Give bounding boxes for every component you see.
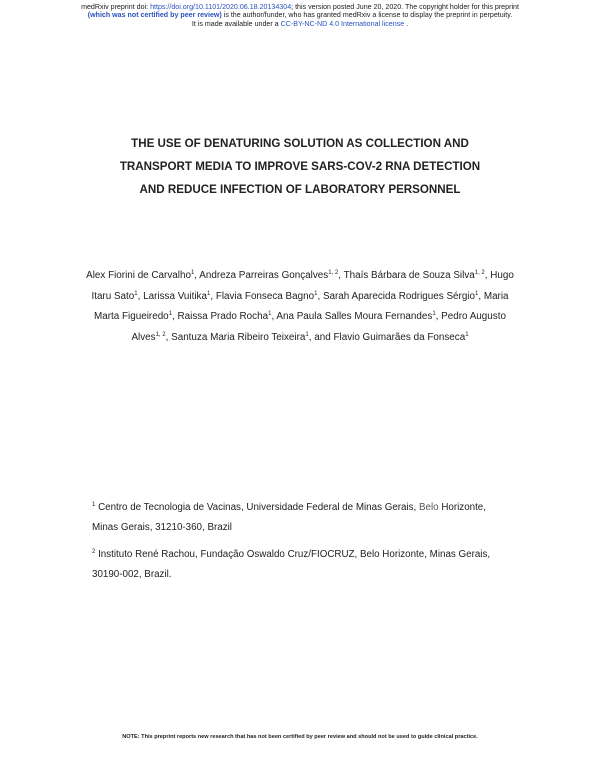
- author-name: Flavia Fonseca Bagno: [215, 290, 315, 302]
- affiliation-1: [92, 498, 512, 538]
- author-affiliation-marker: 1, 2: [474, 270, 485, 276]
- license-link[interactable]: CC-BY-NC-ND 4.0 International license: [280, 19, 405, 28]
- author-affiliation-marker: 1: [305, 331, 309, 338]
- author-affiliation-marker: 1: [432, 311, 436, 317]
- author-name: and Flavio Guimarães da Fonseca: [314, 331, 466, 343]
- author-affiliation-marker: 1, 2: [328, 270, 339, 276]
- author-affiliation-marker: 1: [314, 290, 318, 297]
- author-affiliation-marker: 1: [206, 290, 211, 297]
- author-separator: ,: [478, 290, 484, 302]
- author-name: Pedro Augusto Alves: [131, 311, 506, 343]
- author-name: Andreza Parreiras Gonçalves: [199, 270, 329, 281]
- author-affiliation-marker: 1: [268, 311, 272, 317]
- author-name: Raissa Prado Rocha: [177, 311, 269, 322]
- affiliation-2-text: Instituto René Rachou, Fundação Oswaldo Cruz/FIOCRUZ, Belo Horizonte, Minas Gerais, 30190-002, Brazil.: [92, 549, 491, 580]
- author-separator: ,: [308, 331, 315, 343]
- affiliation-2-marker: 2: [92, 549, 96, 555]
- affiliation-2: [92, 545, 512, 585]
- author-affiliation-marker: 1: [475, 290, 479, 297]
- affiliation-1-city: Belo: [419, 502, 439, 513]
- header-license-text: is the author/funder, who has granted medRxiv a license to display the preprint in perpetuity.: [221, 11, 513, 20]
- header-line-2: [0, 11, 600, 19]
- author-affiliation-marker: 1, 2: [155, 331, 166, 338]
- author-affiliation-marker: 1: [134, 290, 138, 297]
- author-separator: ,: [338, 270, 344, 281]
- author-list: [80, 266, 520, 348]
- author-separator: ,: [435, 311, 442, 322]
- author-name: Maria Marta Figueiredo: [94, 290, 509, 322]
- author-name: Santuza Maria Ribeiro Teixeira: [171, 331, 306, 343]
- title-line-3: AND REDUCE INFECTION OF LABORATORY PERSONNEL: [139, 183, 461, 196]
- header-posted-text: ; this version posted June 20, 2020. The copyright holder for this preprint: [291, 3, 519, 11]
- author-name: Thaís Bárbara de Souza Silva: [343, 270, 475, 281]
- title-line-1: THE USE OF DENATURING SOLUTION AS COLLECTION AND: [131, 137, 469, 150]
- author-separator: ,: [317, 290, 323, 302]
- peer-review-notice: (which was not certified by peer review): [87, 11, 222, 20]
- header-available-text: It is made available under a: [191, 19, 281, 28]
- affiliation-1-marker: 1: [92, 502, 96, 508]
- doi-link[interactable]: https://doi.org/10.1101/2020.06.18.20134304: [150, 3, 292, 11]
- author-separator: ,: [172, 311, 178, 322]
- preprint-header: [0, 3, 600, 28]
- author-name: Larissa Vuitika: [143, 290, 207, 302]
- author-name: Ana Paula Salles Moura Fernandes: [276, 311, 433, 322]
- author-affiliation-marker: 1: [190, 270, 195, 276]
- author-separator: ,: [194, 270, 200, 281]
- author-affiliation-marker: 1: [465, 331, 469, 338]
- affiliation-1-address: Horizonte, Minas Gerais, 31210-360, Brazil: [92, 502, 486, 533]
- author-affiliation-marker: 1: [168, 311, 173, 317]
- paper-title: [20, 132, 580, 201]
- author-separator: ,: [271, 311, 277, 322]
- header-line-3: [0, 20, 600, 28]
- author-separator: ,: [165, 331, 172, 343]
- header-doi-prefix: medRxiv preprint doi:: [81, 3, 151, 11]
- author-separator: ,: [484, 270, 491, 281]
- header-line-1: [0, 3, 600, 11]
- author-name: Hugo Itaru Sato: [91, 270, 514, 302]
- author-separator: ,: [210, 290, 216, 302]
- header-period: .: [404, 19, 409, 28]
- author-name: Alex Fiorini de Carvalho: [86, 270, 191, 281]
- author-name: Sarah Aparecida Rodrigues Sérgio: [322, 290, 475, 302]
- title-line-2: TRANSPORT MEDIA TO IMPROVE SARS-COV-2 RNA DETECTION: [119, 160, 481, 173]
- footer-note: NOTE: This preprint reports new research that has not been certified by peer review and should not be used to guide clinical practice.: [122, 734, 478, 740]
- author-separator: ,: [137, 290, 144, 302]
- affiliation-1-text: Centro de Tecnologia de Vacinas, Universidade Federal de Minas Gerais,: [95, 502, 419, 513]
